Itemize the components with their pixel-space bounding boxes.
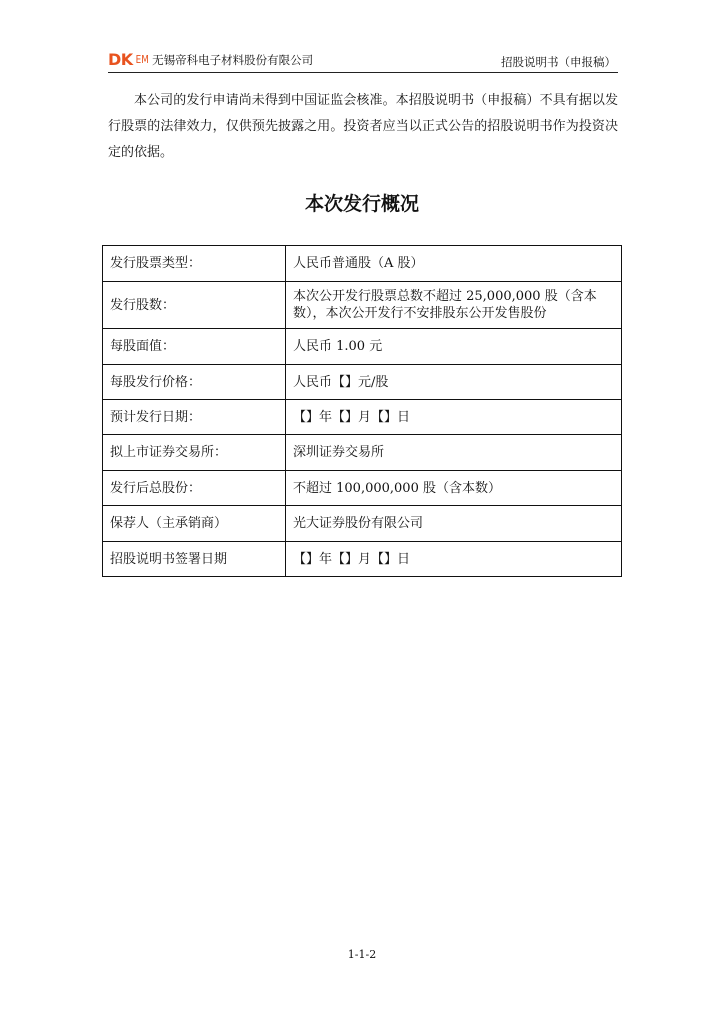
row-value: 光大证券股份有限公司 xyxy=(286,506,622,542)
table-row xyxy=(103,542,622,577)
disclaimer-paragraph: 本公司的发行申请尚未得到中国证监会核准。本招股说明书（申报稿）不具有据以发行股票的法律效力，仅供预先披露之用。投资者应当以正式公告的招股说明书作为投资决定的依据。 xyxy=(108,93,618,160)
row-label: 招股说明书签署日期 xyxy=(103,542,286,577)
row-value: 【】年【】月【】日 xyxy=(286,400,622,435)
row-label: 发行股数： xyxy=(103,282,286,329)
row-label: 保荐人（主承销商） xyxy=(103,506,286,542)
table-row xyxy=(103,435,622,471)
row-label: 预计发行日期： xyxy=(103,400,286,435)
row-value: 人民币【】元/股 xyxy=(286,365,622,400)
row-label: 每股发行价格： xyxy=(103,365,286,400)
row-label: 拟上市证券交易所： xyxy=(103,435,286,471)
table-row xyxy=(103,246,622,282)
offering-overview-table xyxy=(102,245,622,577)
row-value: 深圳证券交易所 xyxy=(286,435,622,471)
logo-letters: DK xyxy=(108,50,133,69)
row-label: 每股面值： xyxy=(103,329,286,365)
page-number: 1-1-2 xyxy=(347,948,377,961)
row-label: 发行后总股份： xyxy=(103,471,286,506)
company-name: 无锡帝科电子材料股份有限公司 xyxy=(152,53,314,67)
table-row xyxy=(103,282,622,329)
logo-mark: EM xyxy=(135,53,149,66)
row-value: 不超过 100,000,000 股（含本数） xyxy=(286,471,622,506)
page-header xyxy=(108,50,618,73)
document-title: 招股说明书（申报稿） xyxy=(501,55,616,69)
row-label: 发行股票类型： xyxy=(103,246,286,282)
table-row xyxy=(103,329,622,365)
table-row xyxy=(103,365,622,400)
section-title: 本次发行概况 xyxy=(304,193,419,215)
row-value: 人民币普通股（A 股） xyxy=(286,246,622,282)
table-row xyxy=(103,471,622,506)
row-value: 【】年【】月【】日 xyxy=(286,542,622,577)
table-row xyxy=(103,400,622,435)
row-value: 人民币 1.00 元 xyxy=(286,329,622,365)
table-row xyxy=(103,506,622,542)
row-value: 本次公开发行股票总数不超过 25,000,000 股（含本数），本次公开发行不安排股东公开发售股份 xyxy=(286,282,622,329)
company-logo xyxy=(108,52,313,68)
